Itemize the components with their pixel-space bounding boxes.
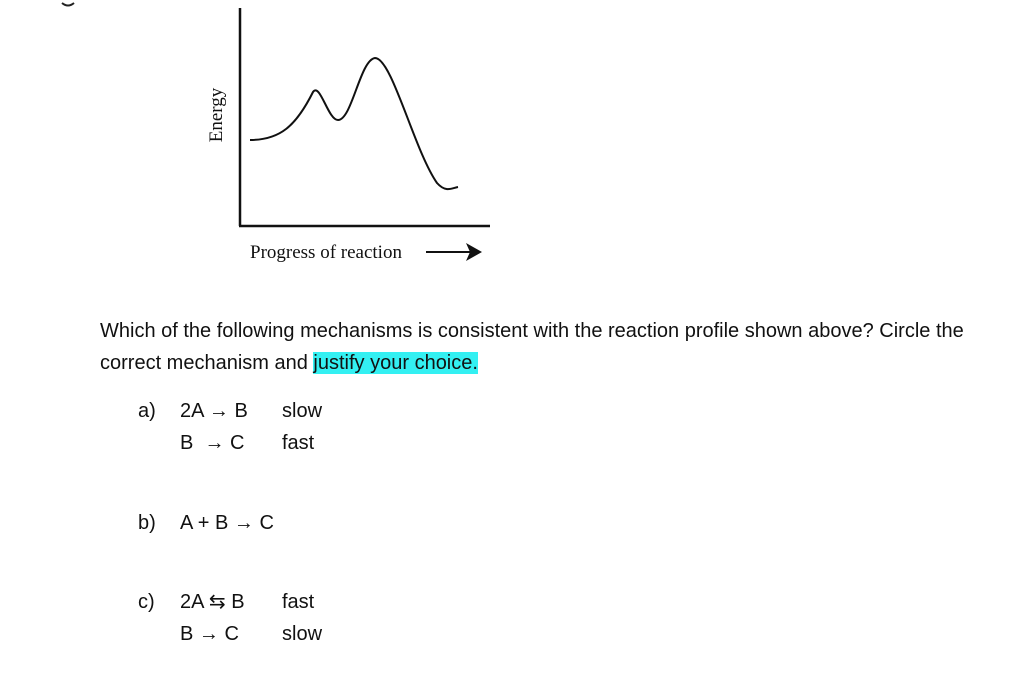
corner-mark <box>62 3 74 6</box>
x-axis-label: Progress of reaction <box>250 242 402 263</box>
option-a-rate2: fast <box>282 432 315 454</box>
option-b-label: b) <box>138 512 156 534</box>
question-text <box>100 315 1024 379</box>
option-c-rate2: slow <box>282 623 323 645</box>
highlighted-text: justify your choice. <box>313 352 478 374</box>
option-b <box>138 507 274 539</box>
energy-diagram <box>0 0 560 290</box>
option-c-rate1: fast <box>282 591 315 613</box>
option-a-step2: B → C <box>180 432 245 454</box>
question-main: Which of the following mechanisms is consistent with the reaction profile shown above? Circle the correct mechanism and <box>100 320 964 374</box>
option-c-step2: B → C <box>180 623 239 645</box>
option-a-step1: 2A → B <box>180 400 248 422</box>
option-a <box>138 395 322 427</box>
option-b-step1: A + B → C <box>180 512 274 534</box>
option-a-label: a) <box>138 400 156 422</box>
y-axis-label: Energy <box>206 87 227 143</box>
energy-curve <box>250 58 458 189</box>
option-a-rate1: slow <box>282 400 323 422</box>
option-c-line2 <box>180 618 322 650</box>
option-c <box>138 586 314 618</box>
option-a-line2 <box>180 427 314 459</box>
option-c-step1: 2A ⇆ B <box>180 591 245 613</box>
option-c-label: c) <box>138 591 155 613</box>
